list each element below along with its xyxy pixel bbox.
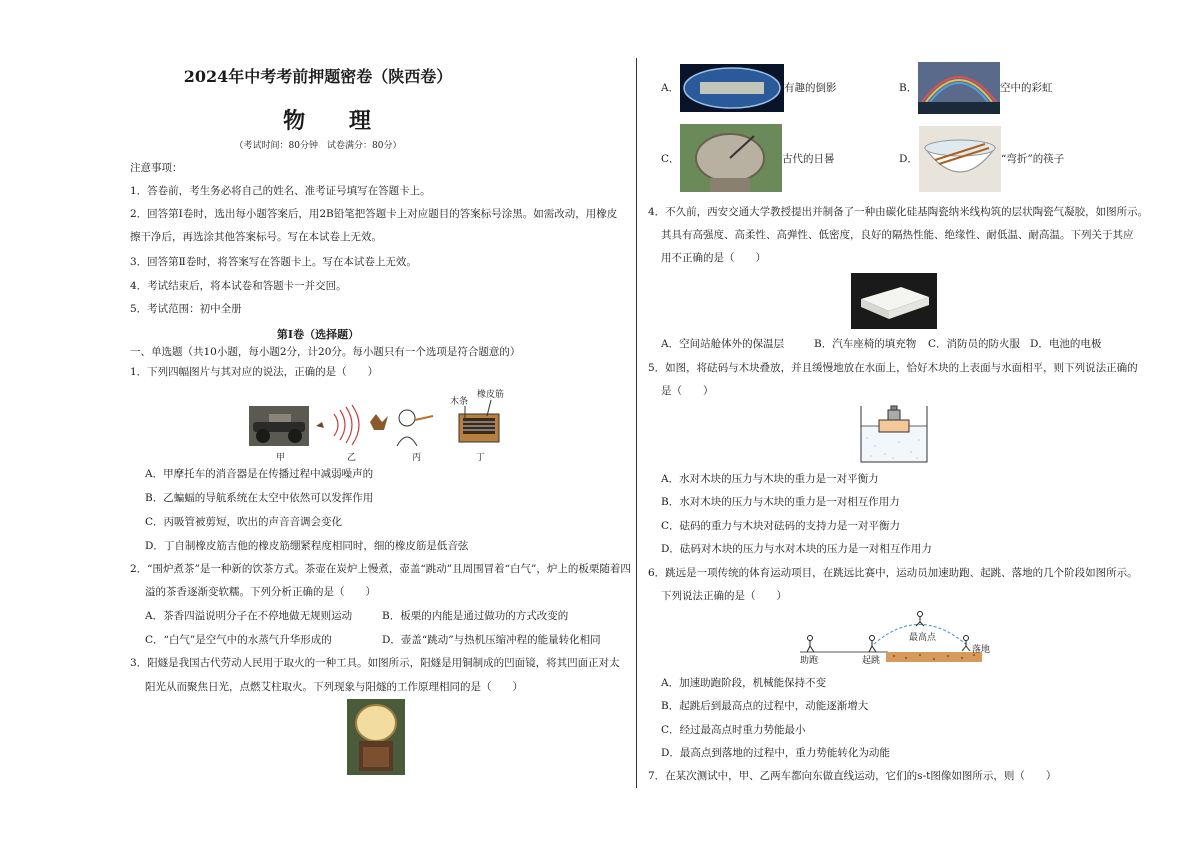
motorcycle-image [249, 406, 309, 446]
q3-option-a-letter: A． [661, 82, 680, 94]
straw-whistle-image [393, 404, 437, 446]
q4-option-d: D．电池的电极 [1030, 338, 1102, 350]
note-item: 4．考试结束后，将本试卷和答题卡一并交回。 [130, 280, 347, 292]
q5-option-c: C．砝码的重力与木块对砝码的支持力是一对平衡力 [661, 520, 901, 532]
notes-heading: 注意事项： [130, 162, 183, 174]
sundial-image [680, 124, 782, 192]
q3-option-c-caption: 古代的日晷 [782, 153, 835, 165]
q2-option-b: B．板栗的内能是通过做功的方式改变的 [382, 610, 569, 622]
q4-option-b: B．汽车座椅的填充物 [814, 338, 917, 350]
chopsticks-bowl-image [919, 126, 1001, 192]
q2-option-a: A．茶香四溢说明分子在不停地做无规则运动 [145, 610, 353, 622]
note-item: 3．回答第Ⅱ卷时，将答案写在答题卡上。写在本试卷上无效。 [130, 256, 417, 268]
fig-label-bing: 丙 [412, 453, 422, 463]
q5-option-d: D．砝码对木块的压力与水对木块的压力是一对相互作用力 [661, 543, 932, 555]
q6-option-c: C．经过最高点时重力势能最小 [661, 724, 806, 736]
yangsui-mirror-image [347, 699, 405, 775]
page-title: 2024年中考考前押题密卷（陕西卷） [183, 67, 453, 86]
question-3-line: 阳光从而聚焦日光，点燃艾柱取火。下列现象与阳燧的工作原理相同的是（ ） [145, 681, 523, 693]
weight-on-wood-diagram [859, 402, 929, 464]
q2-option-d: D．壶盖“跳动”与热机压缩冲程的能量转化相同 [382, 634, 601, 646]
aerogel-image [851, 273, 937, 329]
fig-label-yi: 乙 [347, 453, 357, 463]
fig-label-jia: 甲 [276, 453, 286, 463]
question-4-line: 用不正确的是（ ） [661, 252, 766, 264]
note-item: 擦干净后，再选涂其他答案标号。写在本试卷上无效。 [130, 231, 382, 243]
question-5-line: 5．如图，将砝码与木块叠放，并且缓慢地放在水面上，恰好木块的上表面与水面相平，则下列说法正确的 [648, 362, 1138, 374]
question-6-line: 6．跳远是一项传统的体育运动项目，在跳远比赛中，运动员加速助跑、起跳、落地的几个阶段如图所示。 [648, 567, 1138, 579]
question-5-line: 是（ ） [661, 385, 714, 397]
reflection-image [680, 64, 784, 112]
jump-label-peak: 最高点 [909, 633, 937, 643]
question-4-line: 4．不久前，西安交通大学教授提出并制备了一种由碳化硅基陶瓷纳米线构筑的层状陶瓷气凝胶，如图所示。 [648, 206, 1149, 218]
q3-option-b-caption: 空中的彩虹 [1000, 82, 1053, 94]
bat-ultrasound-image [312, 404, 392, 446]
q4-option-a: A．空间站舱体外的保温层 [661, 338, 785, 350]
note-item: 5．考试范围：初中全册 [130, 303, 242, 315]
q6-option-d: D．最高点到落地的过程中，重力势能转化为动能 [661, 747, 890, 759]
question-1-stem: 1．下列四幅图片与其对应的说法，正确的是（ ） [130, 366, 379, 378]
q1-option-a: A．甲摩托车的消音器是在传播过程中减弱噪声的 [145, 468, 374, 480]
q1-option-d: D．丁自制橡皮筋吉他的橡皮筋绷紧程度相同时，细的橡皮筋是低音弦 [145, 540, 469, 552]
fig-label-ding: 丁 [476, 453, 486, 463]
section-instruction: 一、单选题（共10小题，每小题2分，计20分。每小题只有一个选项是符合题意的） [130, 346, 521, 358]
question-6-line: 下列说法正确的是（ ） [661, 590, 787, 602]
note-item: 2．回答第Ⅰ卷时，选出每小题答案后，用2B铅笔把答题卡上对应题目的答案标号涂黑。如需改动，用橡皮 [130, 208, 618, 220]
question-7-stem: 7．在某次测试中，甲、乙两车都向东做直线运动，它们的s-t图像如图所示，则（ ） [648, 770, 1057, 782]
jump-label-landing: 落地 [972, 645, 991, 655]
q1-option-b: B．乙蝙蝠的导航系统在太空中依然可以发挥作用 [145, 492, 374, 504]
q3-option-d-letter: D． [899, 153, 918, 165]
q2-option-c: C．“白气”是空气中的水蒸气升华形成的 [145, 634, 332, 646]
fig-tag-wood: 木条 [450, 397, 469, 407]
question-3-line: 3．阳燧是我国古代劳动人民用于取火的一种工具。如图所示，阳燧是用铜制成的凹面镜，将其凹面正对太 [130, 657, 620, 669]
jump-label-run: 助跑 [800, 656, 819, 666]
exam-info: （考试时间：80分钟 试卷满分：80分） [234, 141, 402, 151]
jump-label-takeoff: 起跳 [862, 656, 881, 666]
column-divider [636, 58, 637, 788]
q3-option-c-letter: C． [661, 153, 680, 165]
q5-option-a: A．水对木块的压力与木块的重力是一对平衡力 [661, 473, 879, 485]
q1-option-c: C．丙吸管被剪短，吹出的声音音调会变化 [145, 516, 343, 528]
q3-option-a-caption: 有趣的倒影 [784, 82, 837, 94]
q4-option-c: C．消防员的防火服 [928, 338, 1021, 350]
note-item: 1．答卷前，考生务必将自己的姓名、准考证号填写在答题卡上。 [130, 185, 431, 197]
subject-title: 物 理 [283, 108, 389, 134]
q3-option-d-caption: “弯折”的筷子 [1001, 153, 1065, 165]
section-title: 第Ⅰ卷（选择题） [276, 328, 360, 341]
q6-option-b: B．起跳后到最高点的过程中，动能逐渐增大 [661, 700, 869, 712]
question-2-line: 2．“围炉煮茶”是一种新的饮茶方式。茶壶在炭炉上慢煮，壶盖“跳动”且周围冒着“白气”，炉上的板栗随着四 [130, 563, 631, 575]
long-jump-diagram [798, 608, 991, 666]
question-4-line: 其具有高强度、高柔性、高弹性、低密度，良好的隔热性能、绝缘性、耐低温、耐高温。下列关于其应 [661, 229, 1134, 241]
question-2-line: 溢的茶香逐渐变软糯。下列分析正确的是（ ） [145, 586, 376, 598]
q6-option-a: A．加速助跑阶段，机械能保持不变 [661, 677, 827, 689]
q5-option-b: B．水对木块的压力与木块的重力是一对相互作用力 [661, 496, 900, 508]
q3-option-b-letter: B． [899, 82, 918, 94]
fig-tag-rubber: 橡皮筋 [477, 390, 505, 400]
rainbow-image [918, 62, 1000, 114]
